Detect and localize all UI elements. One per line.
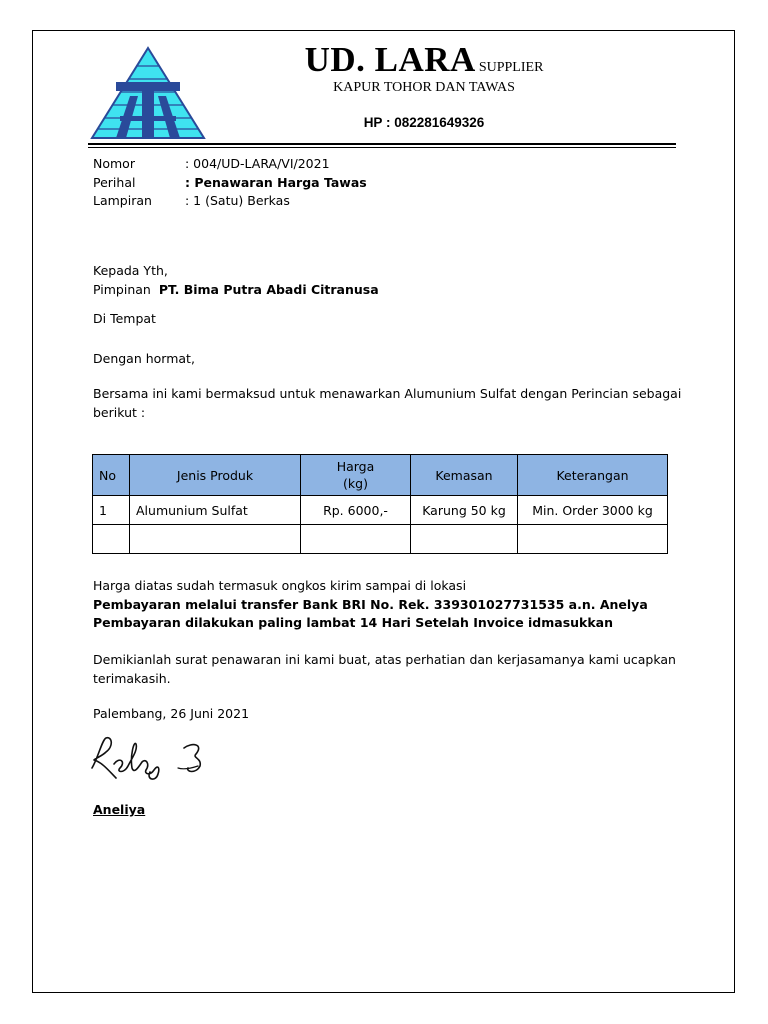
lampiran-value: : 1 (Satu) Berkas	[185, 193, 290, 208]
perihal-value: : Penawaran Harga Tawas	[185, 175, 367, 190]
company-name	[0, 40, 768, 80]
company-name-suffix: SUPPLIER	[478, 60, 544, 75]
signer-name: Aneliya	[93, 802, 146, 817]
empty-cell	[411, 525, 518, 554]
header-price	[301, 455, 411, 496]
recipient-title-prefix: Pimpinan	[93, 282, 151, 297]
recipient-company: PT. Bima Putra Abadi Citranusa	[158, 282, 379, 297]
nomor-value: : 004/UD-LARA/VI/2021	[185, 156, 330, 171]
recipient-location: Di Tempat	[93, 311, 156, 326]
intro-paragraph: Bersama ini kami bermaksud untuk menawarkan Alumunium Sulfat dengan Perincian sebagai berikut :	[93, 386, 682, 420]
terms-line-2: Pembayaran melalui transfer Bank BRI No. Rek. 339301027731535 a.n. Anelya	[93, 597, 648, 612]
row-packaging: Karung 50 kg	[411, 496, 518, 525]
company-tagline: KAPUR TOHOR DAN TAWAS	[333, 80, 515, 95]
terms-line-1: Harga diatas sudah termasuk ongkos kirim sampai di lokasi	[93, 578, 467, 593]
recipient-line	[93, 281, 379, 299]
salutation: Dengan hormat,	[93, 351, 195, 366]
row-product: Alumunium Sulfat	[130, 496, 301, 525]
header-divider-thick	[88, 143, 676, 145]
row-no: 1	[93, 496, 130, 525]
empty-cell	[301, 525, 411, 554]
nomor-label: Nomor	[93, 156, 135, 171]
header-no: No	[93, 455, 130, 496]
offer-table	[92, 454, 668, 554]
place-date: Palembang, 26 Juni 2021	[93, 706, 250, 721]
table-row	[93, 496, 668, 525]
table-header-row	[93, 455, 668, 496]
terms-line-3: Pembayaran dilakukan paling lambat 14 Hari Setelah Invoice idmasukkan	[93, 615, 614, 630]
recipient-greeting: Kepada Yth,	[93, 263, 168, 278]
signature-icon	[88, 728, 228, 784]
row-notes: Min. Order 3000 kg	[518, 496, 668, 525]
table-row-empty	[93, 525, 668, 554]
header-price-line1: Harga	[336, 459, 375, 474]
empty-cell	[518, 525, 668, 554]
perihal-label: Perihal	[93, 175, 136, 190]
empty-cell	[130, 525, 301, 554]
header-divider-thin	[88, 147, 676, 148]
header-packaging: Kemasan	[411, 455, 518, 496]
lampiran-label: Lampiran	[93, 193, 152, 208]
row-price: Rp. 6000,-	[301, 496, 411, 525]
company-name-main: UD. LARA	[304, 40, 476, 79]
header-notes: Keterangan	[518, 455, 668, 496]
company-phone: HP : 082281649326	[363, 115, 485, 130]
header-product: Jenis Produk	[130, 455, 301, 496]
closing-paragraph: Demikianlah surat penawaran ini kami buat, atas perhatian dan kerjasamanya kami ucapkan terimakasih.	[93, 652, 676, 686]
header-price-line2: (kg)	[343, 476, 368, 491]
empty-cell	[93, 525, 130, 554]
